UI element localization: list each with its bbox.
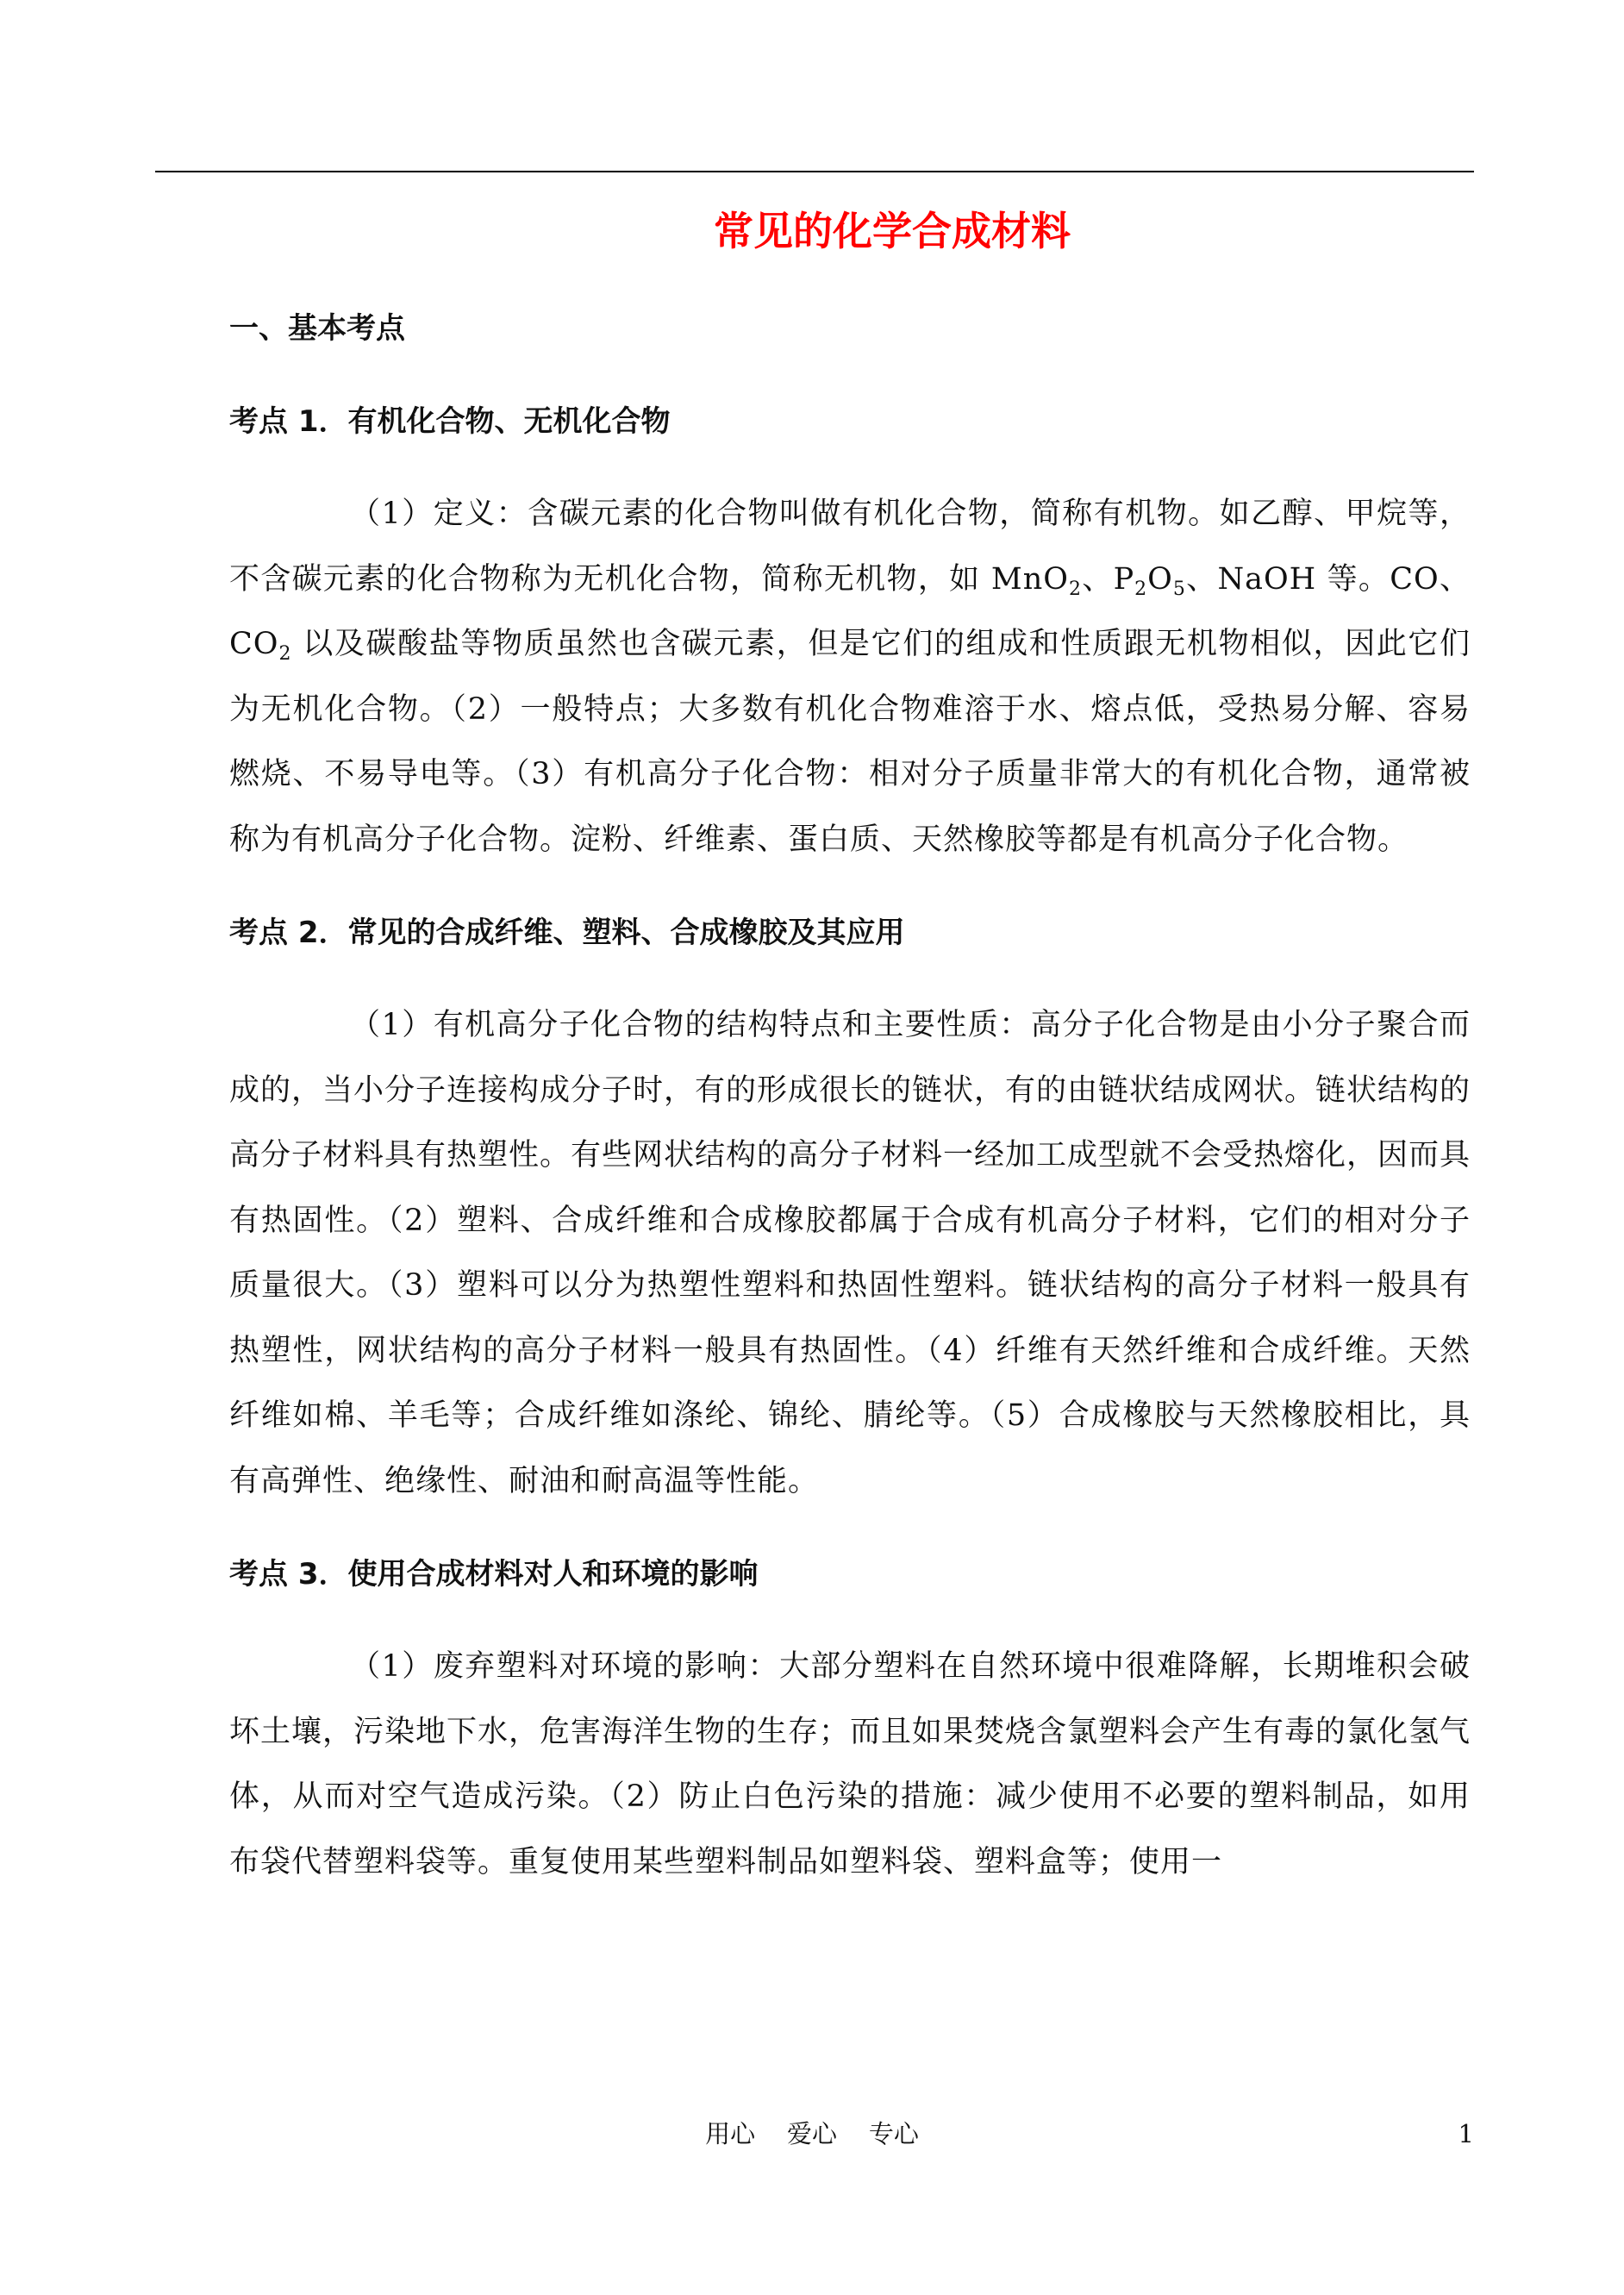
header-rule (155, 171, 1474, 172)
footer-motto: 用心 爱心 专心 (705, 2119, 919, 2148)
page-number: 1 (1458, 2119, 1474, 2148)
topic-paragraph-1: （1）定义：含碳元素的化合物叫做有机化合物，简称有机物。如乙醇、甲烷等，不含碳元素的化合物称为无机化合物，简称无机物，如 MnO$_2$、$P_2O_5$、NaOH 等。CO、$CO_2$ 以及碳酸盐等物质虽然也含碳元素，但是它们的组成和性质跟无机物相似，因此它们为无机化合物。（2）一般特点；大多数有机化合物难溶于水、熔点低，受热易分解、容易燃烧、不易导电等。（3）有机高分子化合物：相对分子质量非常大的有机化合物，通常被称为有机高分子化合物。淀粉、纤维素、蛋白质、天然橡胶等都是有机高分子化合物。 (229, 497, 1471, 857)
page-title: 常见的化学合成材料 (714, 208, 1071, 254)
topic-paragraph-3: （1）废弃塑料对环境的影响：大部分塑料在自然环境中很难降解，长期堆积会破坏土壤，污染地下水，危害海洋生物的生存；而且如果焚烧含氯塑料会产生有毒的氯化氢气体，从而对空气造成污染。（2）防止白色污染的措施：减少使用不必要的塑料制品，如用布袋代替塑料袋等。重复使用某些塑料制品如塑料袋、塑料盒等；使用一 (229, 1649, 1471, 1879)
topic-heading-2: 考点 2．常见的合成纤维、塑料、合成橡胶及其应用 (229, 916, 905, 950)
topic-paragraph-2: （1）有机高分子化合物的结构特点和主要性质：高分子化合物是由小分子聚合而成的，当小分子连接构成分子时，有的形成很长的链状，有的由链状结成网状。链状结构的高分子材料具有热塑性。有些网状结构的高分子材料一经加工成型就不会受热熔化，因而具有热固性。（2）塑料、合成纤维和合成橡胶都属于合成有机高分子材料，它们的相对分子质量很大。（3）塑料可以分为热塑性塑料和热固性塑料。链状结构的高分子材料一般具有热塑性，网状结构的高分子材料一般具有热固性。（4）纤维有天然纤维和合成纤维。天然纤维如棉、羊毛等；合成纤维如涤纶、锦纶、腈纶等。（5）合成橡胶与天然橡胶相比，具有高弹性、绝缘性、耐油和耐高温等性能。 (229, 1008, 1471, 1498)
topic-heading-1: 考点 1．有机化合物、无机化合物 (229, 404, 671, 439)
section-heading: 一、基本考点 (229, 311, 405, 346)
topic-heading-3: 考点 3．使用合成材料对人和环境的影响 (229, 1557, 759, 1591)
document-body (229, 297, 1471, 1924)
